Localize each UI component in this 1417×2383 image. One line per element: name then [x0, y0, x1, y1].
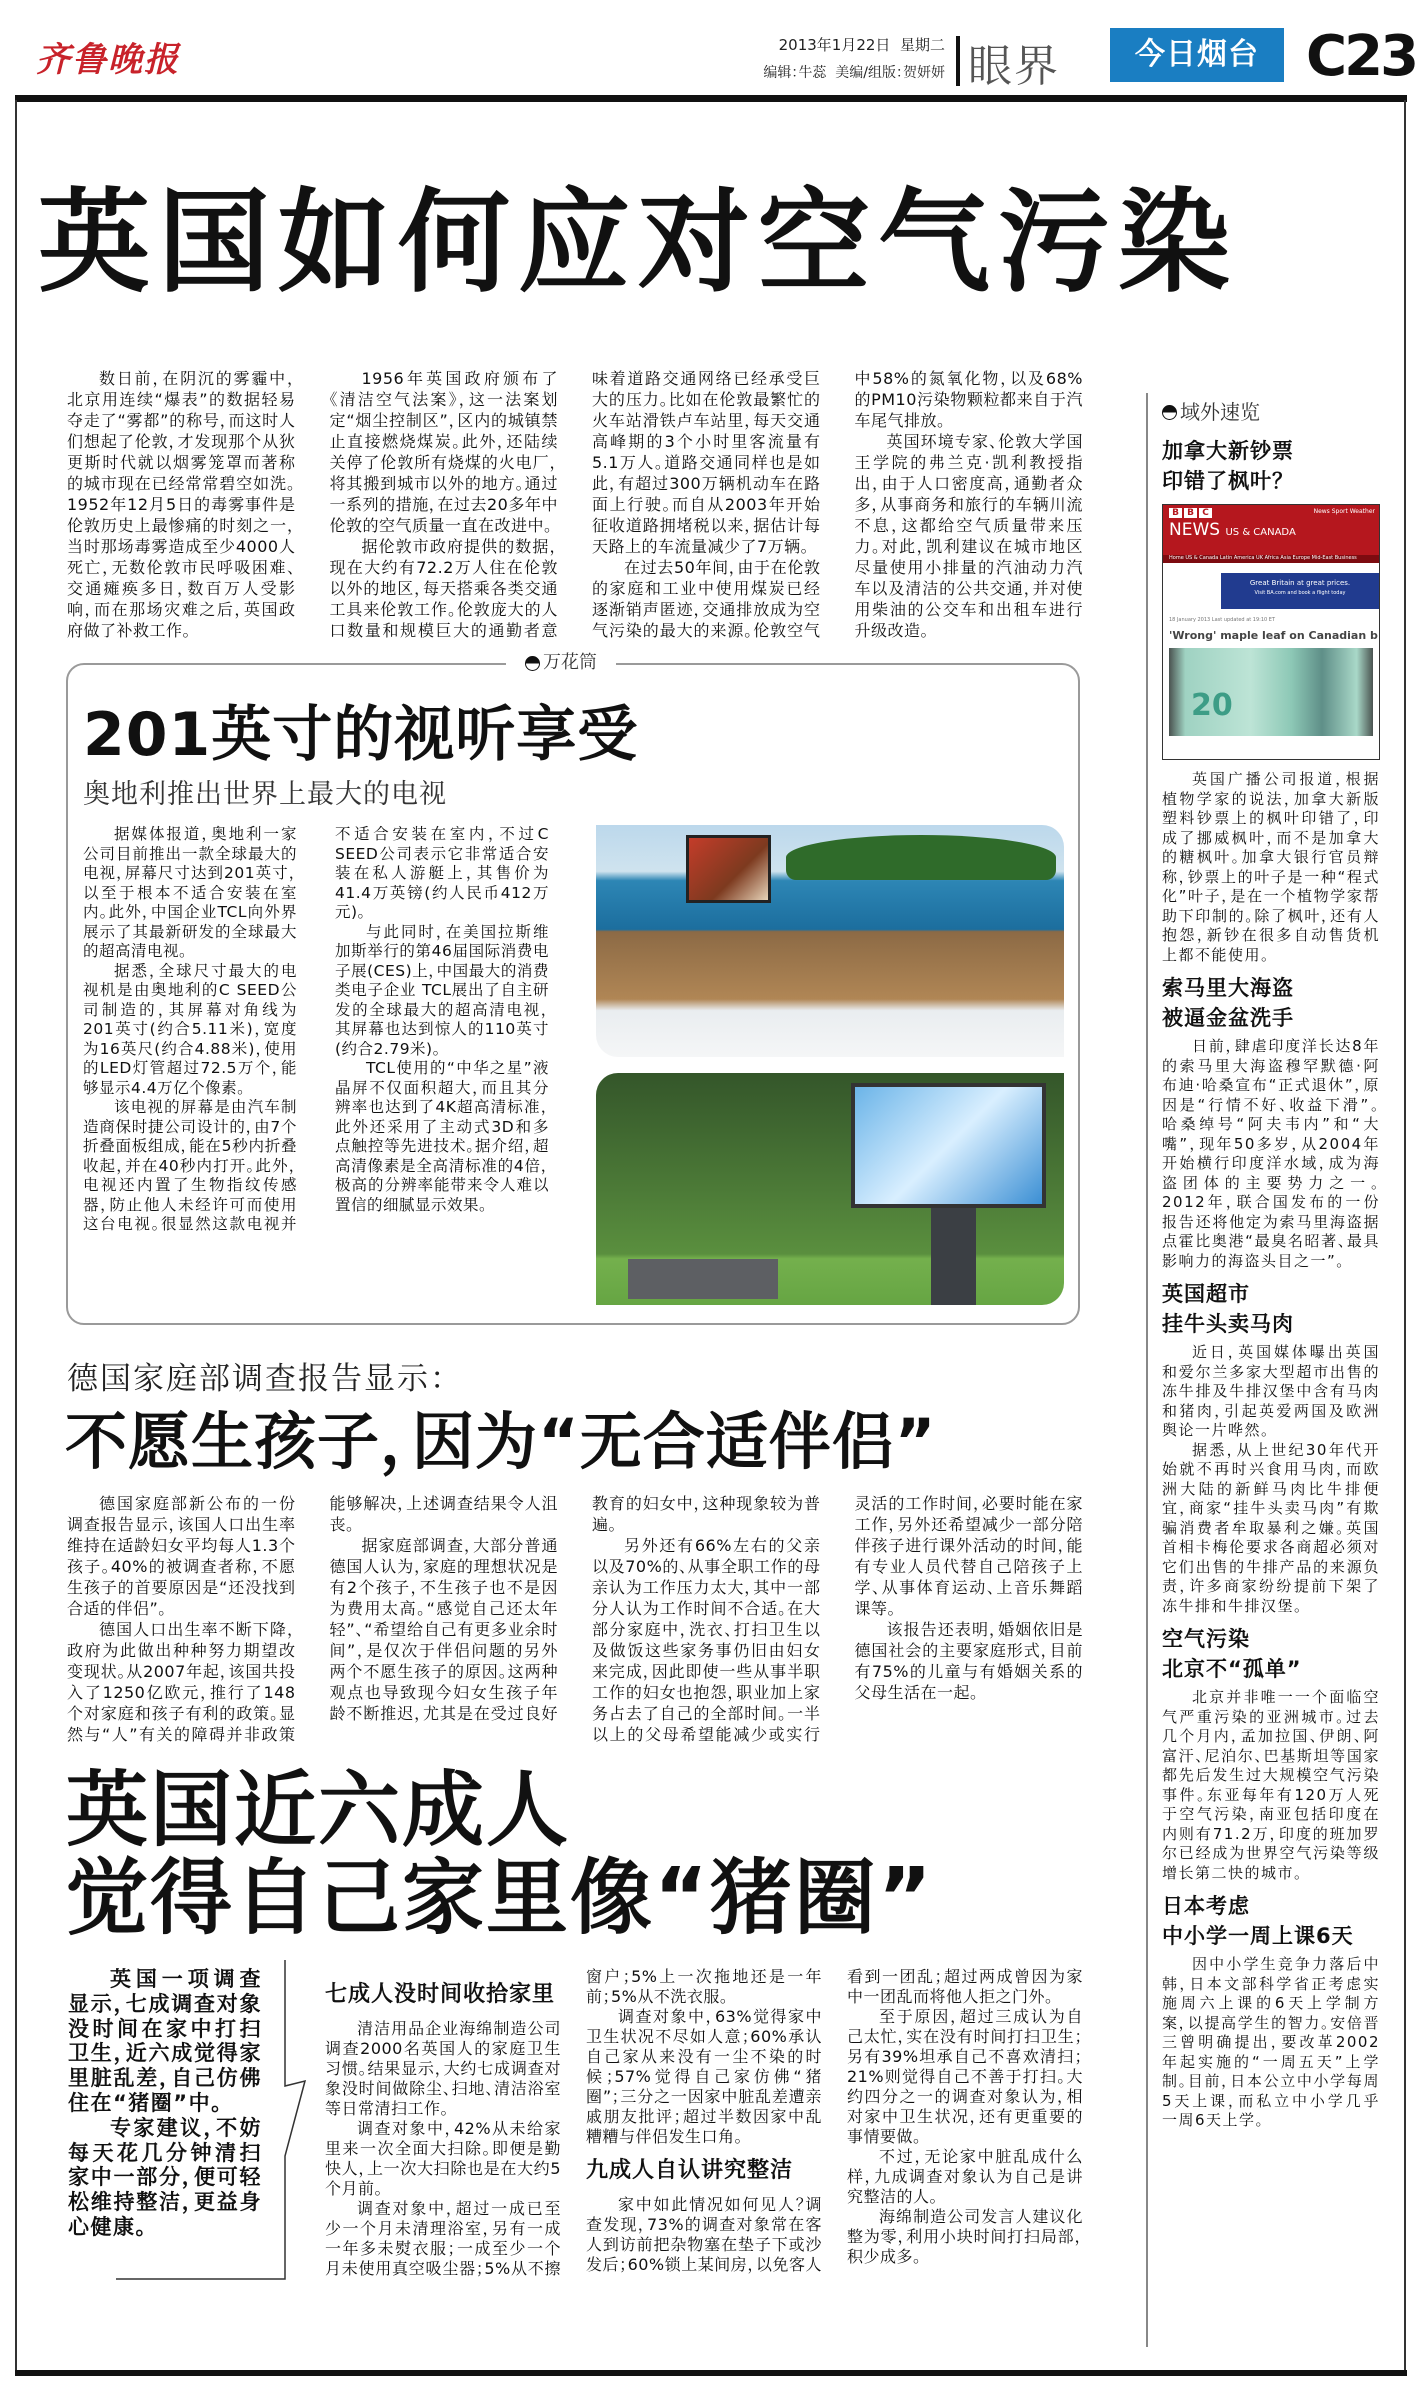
paragraph: 至于原因，超过三成认为自己太忙，实在没有时间打扫卫生；另有39%坦承自己不喜欢清扫；21%则觉得自己不善于打扫。大约四分之一的调查对象认为，相对家中卫生状况，还有更重要的事情要做。: [847, 2007, 1083, 2146]
brief-title: [1162, 1279, 1380, 1339]
bbc-news-screenshot: [1162, 504, 1380, 760]
paragraph: 北京并非唯一一个面临空气严重污染的亚洲城市。过去几个月内，孟加拉国、伊朗、阿富汗、尼泊尔、巴基斯坦等国家都先后发生过大规模空气污染事件。东亚每年有120万人死于空气污染，南亚包括印度在内则有71.2万，印度的班加罗尔已经成为世界空气污染等级增长第二快的城市。: [1162, 1688, 1380, 1882]
credits-line: [700, 62, 945, 82]
page-frame-left: [15, 100, 17, 2372]
bbc-top-links: News Sport Weather: [1313, 508, 1375, 515]
island: [786, 835, 1056, 880]
paragraph: 调查对象中，42%从未给家里来一次全面大扫除。即便是勤快人，上一次大扫除也是在大约5个月前。: [325, 2119, 561, 2198]
bbc-nav: Home US & Canada Latin America UK Africa Asia Europe Mid-East Business: [1163, 555, 1379, 563]
logo-letter: B: [1184, 508, 1197, 518]
banknote-photo: [1169, 648, 1373, 736]
title-line: 挂牛头卖马肉: [1162, 1312, 1294, 1336]
logo-letter: B: [1169, 508, 1182, 518]
paragraph: 据悉，从上世纪30年代开始就不再时兴食用马肉，而欧洲大陆的新鲜马肉比牛排便宜，商家“挂牛头卖马肉”有欺骗消费者牟取暴利之嫌。英国首相卡梅伦要求各商超必须对它们出售的牛排产品的来源负责，许多商家纷纷提前下架了冻牛排和牛排汉堡。: [1162, 1440, 1380, 1615]
germany-subheadline: 德国家庭部调查报告显示：: [67, 1361, 448, 1397]
header-divider: [956, 36, 960, 86]
paragraph: 英国环境专家、伦敦大学国王学院的弗兰克·凯利教授指出，由于人口密度高，通勤者众多，从事商务和旅行的车辆川流不息，这都给空气质量带来压力。对此，凯利建议在城市地区尽量使用小排量的汽油动力汽车以及清洁的公共交通，并对使用柴油的公交车和出租车进行升级改造。: [854, 432, 1083, 640]
title-line: 英国超市: [1162, 1282, 1250, 1306]
paragraph: 数日前，在阴沉的雾霾中，北京用连续“爆表”的数据轻易夺走了“雾都”的称号，而这时人们想起了伦敦，才发现那个从狄更斯时代就以烟雾笼罩而著称的城市现在已经常常碧空如洗。1952年12月5日的毒雾事件是伦敦历史上最惨痛的时刻之一，当时那场毒雾造成至少4000人死亡，无数伦敦市民呼吸困难、交通瘫痪多日，数百万人受影响，而在那场灾难之后，英国政府做了补救工作。: [67, 369, 296, 640]
sidebar-divider: [1146, 393, 1148, 2347]
half-circle-icon: [525, 656, 540, 671]
paragraph: 据媒体报道，奥地利一家公司目前推出一款全球最大的电视，屏幕尺寸达到201英寸，以至于根本不适合安装在室内。此外，中国企业TCL向外界展示了其最新研发的全球最大的超高清电视。: [83, 825, 297, 960]
lead-article-body: [67, 368, 1083, 641]
paragraph: 英国一项调查显示，七成调查对象没时间在家中打扫卫生，近六成觉得家里脏乱差，自己仿佛住在“猪圈”中。: [68, 1967, 262, 2115]
paragraph: 调查对象中，超过一成已至少一个月未清理浴室，另有一成一年多未熨衣服；一成至少一个月未使用真空吸尘器；5%从不擦窗户；5%上一次拖地还是一年前；5%从不洗衣服。: [325, 1967, 822, 2278]
ad-title: Great Britain at great prices.: [1249, 579, 1351, 587]
tv-subheadline: 奥地利推出世界上最大的电视: [83, 779, 447, 810]
dateline: [760, 34, 945, 55]
paragraph: 清洁用品企业海绵制造公司调查2000名英国人的家庭卫生习惯。结果显示，大约七成调查对象没时间做除尘、扫地、清洁浴室等日常清扫工作。: [325, 2019, 561, 2118]
brief-title: [1162, 1891, 1380, 1951]
germany-headline: 不愿生孩子，因为“无合适伴侣”: [65, 1405, 937, 1478]
tv-photos: [596, 825, 1064, 1305]
headline-line: 觉得自己家里像“猪圈”: [66, 1851, 934, 1946]
title-line: 印错了枫叶？: [1162, 469, 1284, 493]
paragraph: 据悉，全球尺寸最大的电视机是由奥地利的C SEED公司制造的，其屏幕对角线为201英寸(约合5.11米)，宽度为16英尺(约合4.88米)，使用的LED灯管超过72.5万个，能够显示4.4万亿个像素。: [83, 961, 297, 1097]
brief-canada: [1162, 436, 1380, 965]
paragraph: 专家建议，不妨每天花几分钟清扫家中一部分，便可轻松维持整洁，更益身心健康。: [68, 2115, 262, 2239]
yacht-tv-photo: [596, 825, 1064, 1057]
bottom-rule: [15, 2370, 1407, 2376]
brief-horsemeat: [1162, 1279, 1380, 1616]
paragraph: 另外还有66%左右的父亲以及70%的、从事全职工作的母亲认为工作压力太大，其中一部分人认为工作时间不合适。在大部分家庭中，洗衣、打扫卫生以及做饭这些家务事仍旧由妇女来完成，因此即使一些从事半职工作的妇女也抱怨，职业加上家务占去了自己的全部时间。一半以上的父母希望能减少或实行灵活的工作时间，必要时能在家工作，另外还希望减少一部分陪伴孩子进行课外活动的时间，能有专业人员代替自己陪孩子上学、从事体育运动、上音乐舞蹈课等。: [592, 1494, 1083, 1744]
date: 2013年1月22日: [778, 36, 891, 54]
section-heading: 七成人没时间收拾家里: [325, 1982, 556, 2007]
paragraph: 近日，英国媒体曝出英国和爱尔兰多家大型超市出售的冻牛排及牛排汉堡中含有马肉和猪肉，引起英爱两国及欧洲舆论一片哗然。: [1162, 1343, 1380, 1439]
sidebar-news-briefs: [1162, 400, 1380, 2131]
bbc-headline: 'Wrong' maple leaf on Canadian b: [1169, 629, 1378, 642]
logo-letter: C: [1199, 508, 1212, 518]
lead-headline: 英国如何应对空气污染: [38, 178, 1238, 308]
brief-title: [1162, 973, 1380, 1033]
paragraph: 德国人口出生率不断下降，政府为此做出种种努力期望改变现状。从2007年起，该国共投入了1250亿欧元，推行了148个对家庭和孩子有利的政策。显然与“人”有关的障碍并非政策能够解决，上述调查结果令人沮丧。: [67, 1494, 558, 1744]
brief-somali-pirate: [1162, 973, 1380, 1271]
paragraph: 家中如此情况如何见人？调查发现，73%的调查对象常在客人到访前把杂物塞在垫子下或沙发后；60%锁上某间房，以免客人看到一团乱；超过两成曾因为家中一团乱而将他人拒之门外。: [586, 1967, 1083, 2274]
designer: 美编/组版：贺妍妍: [835, 65, 945, 81]
title-line: 空气污染: [1162, 1627, 1250, 1651]
bbc-ad: [1221, 573, 1379, 609]
paragraph: 调查对象中，63%觉得家中卫生状况不尽如人意；60%承认自己家从来没有一尘不染的时候；57%觉得自己家仿佛“猪圈”；三分之一因家中脏乱差遭亲戚朋友批评；超过半数因家中乱糟糟与伴侣发生口角。: [586, 2007, 822, 2146]
paragraph: 英国广播公司报道，根据植物学家的说法，加拿大新版塑料钞票上的枫叶印错了，印成了挪威枫叶，而不是加拿大的糖枫叶。加拿大银行官员辩称，钞票上的叶子是一种“程式化”叶子，是在一个植物学家帮助下印制的。除了枫叶，还有人抱怨，新钞在很多自动售货机上都不能使用。: [1162, 770, 1380, 964]
paragraph: 据家庭部调查，大部分普通德国人认为，家庭的理想状况是有2个孩子，不生孩子也不是因为费用太高。“感觉自己还太年轻”、“希望给自己有更多业余时间”，是仅次于伴侣问题的另外两个不愿生孩子的原因。这两种观点也导致现今妇女生孩子年龄不断推迟，尤其是在受过良好教育的妇女中，这种现象较为普遍。: [329, 1494, 821, 1723]
region: US & CANADA: [1225, 527, 1296, 538]
bbc-banner: [1163, 505, 1379, 555]
bbc-date: 18 January 2013 Last updated at 19:10 ET: [1169, 617, 1276, 623]
brief-air-pollution: [1162, 1624, 1380, 1883]
paragraph: 1956年英国政府颁布了《清洁空气法案》，这一法案划定“烟尘控制区”，区内的城镇禁止直接燃烧煤炭。此外，还陆续关停了伦敦所有烧煤的火电厂，将其搬到城市以外的地方。通过一系列的措施，在过去20多年中伦敦的空气质量一直在改进中。: [329, 369, 558, 535]
weekday: 星期二: [899, 36, 945, 54]
brief-japan-school: [1162, 1891, 1380, 2131]
feature-box: [66, 652, 1080, 1325]
germany-article-body: [67, 1493, 1083, 1745]
edition-badge: 今日烟台: [1110, 28, 1284, 82]
paragraph: TCL使用的“中华之星”液晶屏不仅面积超大，而且其分辨率也达到了4K超高清标准，此外还采用了主动式3D和多点触控等先进技术。据介绍，超高清像素是全高清标准的4倍，极高的分辨率能带来令人难以置信的细腻显示效果。: [335, 1059, 549, 1214]
callout-bracket: [100, 1953, 320, 2293]
paragraph: 日前，肆虐印度洋长达8年的索马里大海盗穆罕默德·阿布迪·哈桑宣布“正式退休”，原因是“行情不好、收益下滑”。哈桑绰号“阿夫韦内”和“大嘴”，现年50多岁，从2004年开始横行印度洋水域，成为海盗团体的主要势力之一。2012年，联合国发布的一份报告还将他定为索马里海盗据点霍比奥港“最臭名昭著、最具影响力的海盗头目之一”。: [1162, 1037, 1380, 1270]
brief-title: [1162, 1624, 1380, 1684]
paragraph: 与此同时，在美国拉斯维加斯举行的第46届国际消费电子展(CES)上，中国最大的消费类电子企业 TCL展出了自主研发的全球最大的超高清电视，其屏幕也达到惊人的110英寸(约合2.79米)。: [335, 922, 549, 1058]
tv-content: [83, 825, 1064, 1305]
ad-sub: Visit BA.com and book a flight today: [1254, 590, 1346, 596]
garden-tv-photo: [596, 1073, 1064, 1305]
title-line: 被逼金盆洗手: [1162, 1006, 1294, 1030]
paragraph: 不过，无论家中脏乱成什么样，九成调查对象认为自己是讲究整洁的人。: [847, 2147, 1083, 2206]
title-line: 中小学一周上课6天: [1162, 1924, 1354, 1948]
tv-stand: [931, 1208, 976, 1305]
tv-screen: [686, 835, 771, 903]
pigsty-article-body: [325, 1967, 1083, 2279]
sidebar-label: [1162, 400, 1380, 424]
banknote-value: 20: [1191, 688, 1233, 723]
brief-title: [1162, 436, 1380, 496]
tv-article-body: [83, 825, 549, 1305]
title-line: 索马里大海盗: [1162, 976, 1294, 1000]
headline-line: 英国近六成人: [66, 1763, 571, 1858]
title-line: 日本考虑: [1162, 1894, 1250, 1918]
paragraph: 该报告还表明，婚姻依旧是德国社会的主要家庭形式，目前有75%的儿童与有婚姻关系的父母生活在一起。: [854, 1620, 1083, 1702]
section-heading: 九成人自认讲究整洁: [586, 2158, 794, 2183]
half-circle-icon: [1162, 405, 1177, 420]
paragraph: 据伦敦市政府提供的数据，现在大约有72.2万人住在伦敦以外的地区，每天搭乘各类交通工具来伦敦工作。伦敦庞大的人口数量和规模巨大的通勤者意味着道路交通网络已经承受巨大的压力。比如在伦敦最繁忙的火车站滑铁卢车站里，每天交通高峰期的3个小时里客流量有5.1万人。道路交通同样也是如此，有超过300万辆机动车在路面上行驶。而自从2003年开始征收道路拥堵税以来，据估计每天路上的车流量减少了7万辆。: [329, 369, 821, 640]
paragraph: 在过去50年间，由于在伦敦的家庭和工业中使用煤炭已经逐渐销声匿迹，交通排放成为空气污染的最大的来源。伦敦空气中58%的氮氧化物，以及68%的PM10污染物颗粒都来自于汽车尾气排放。: [592, 369, 1083, 640]
paragraph: 德国家庭部新公布的一份调查报告显示，该国人口出生率维持在适龄妇女平均每人1.3个孩子。40%的被调查者称，不愿生孩子的首要原因是“还没找到合适的伴侣”。: [67, 1494, 296, 1618]
pigsty-headline: [66, 1763, 1083, 1946]
top-rule: [15, 95, 1407, 102]
column-label: [506, 652, 616, 674]
column-label-text: 万花筒: [543, 652, 597, 673]
title-line: 加拿大新钞票: [1162, 439, 1294, 463]
tv-headline: 201英寸的视听享受: [83, 700, 639, 770]
pigsty-content: [67, 1967, 1083, 2279]
paragraph: 该电视的屏幕是由汽车制造商保时捷公司设计的，由7个折叠面板组成，能在5秒内折叠收起，并在40秒内打开。此外，电视还内置了生物指纹传感器，防止他人未经许可而使用这台电视。很显然这款电视并不适合安装在室内，不过C SEED公司表示它非常适合安装在私人游艇上，其售价为41.4万英镑(约人民币412万元)。: [83, 825, 549, 1233]
bbc-news-title: [1169, 520, 1373, 540]
news-word: NEWS: [1169, 520, 1221, 540]
paragraph: 海绵制造公司发言人建议化整为零，利用小块时间打扫局部，积少成多。: [847, 2207, 1083, 2266]
newspaper-logo: 齐鲁晚报: [36, 40, 180, 80]
tv-screen: [851, 1083, 1046, 1208]
section-name: 眼界: [968, 41, 1060, 92]
sidebar-label-text: 域外速览: [1180, 400, 1260, 424]
paragraph: 因中小学生竞争力落后中韩，日本文部科学省正考虑实施周六上课的6天上学制方案，以提高学生的智力。安倍晋三曾明确提出，要改革2002年起实施的“一周五天”上学制。目前，日本公立中小学每周5天上课，而私立中小学几乎一周6天上学。: [1162, 1955, 1380, 2129]
sofa: [628, 1259, 778, 1299]
page-number: C23: [1306, 24, 1417, 89]
editor: 编辑：牛蕊: [763, 65, 827, 81]
page-frame-right: [1404, 100, 1406, 2372]
title-line: 北京不“孤单”: [1162, 1657, 1302, 1681]
